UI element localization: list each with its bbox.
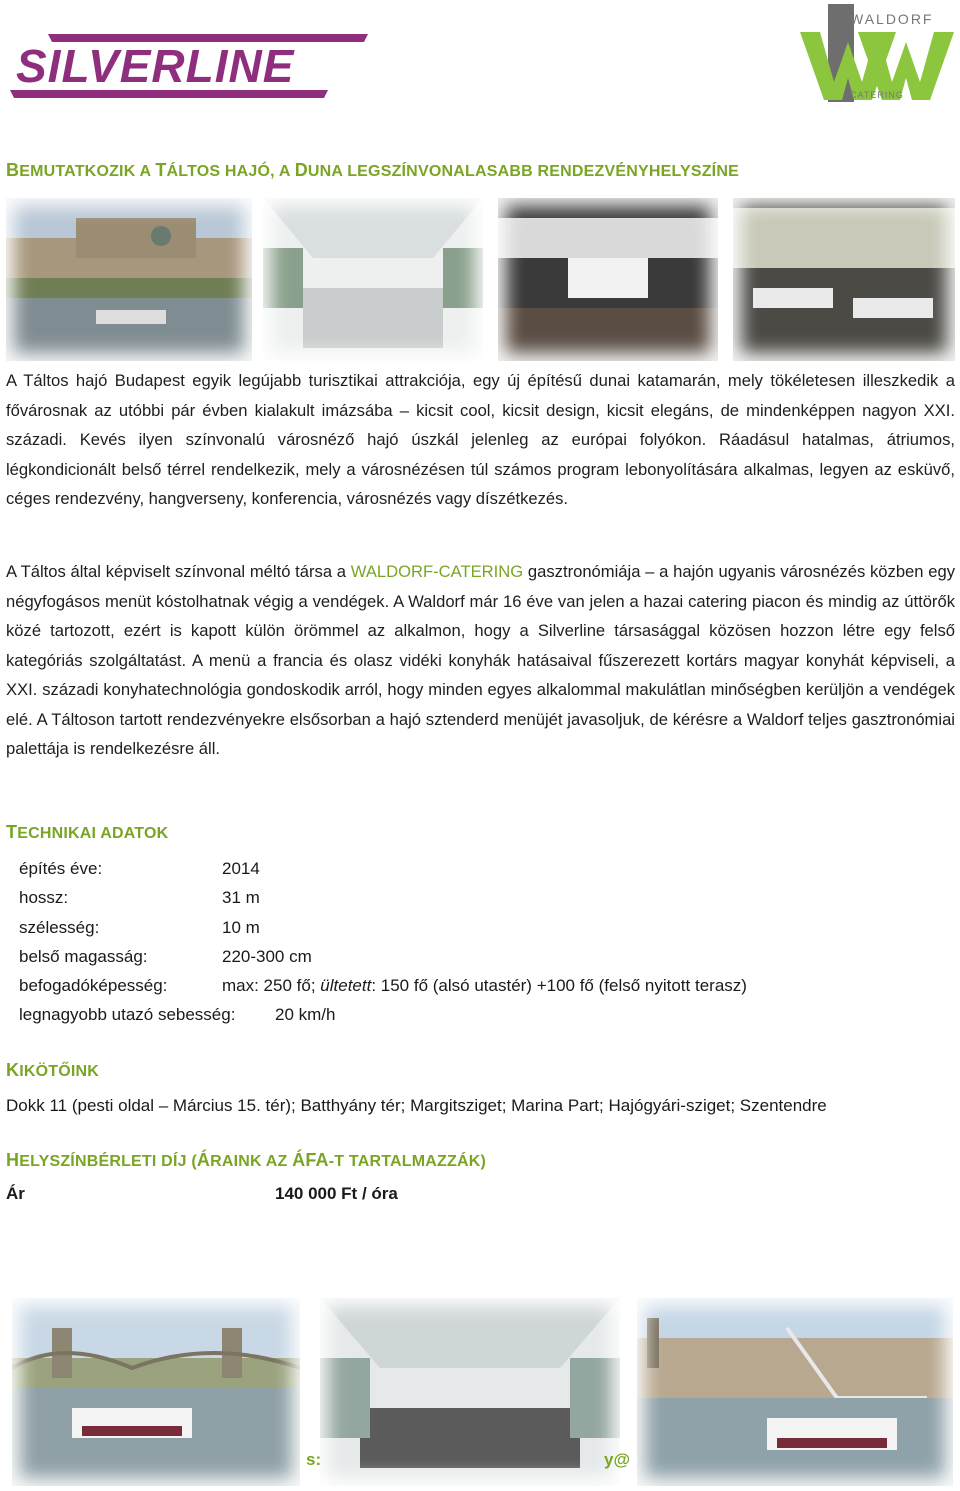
footer-fragment-right: y@ <box>604 1450 631 1469</box>
rental-heading: HELYSZÍNBÉRLETI DÍJ (ÁRAINK AZ ÁFA-T TARTALMAZZÁK) <box>6 1150 486 1170</box>
spec-row: legnagyobb utazó sebesség: 20 km/h <box>19 1005 336 1025</box>
svg-text:WALDORF: WALDORF <box>850 11 934 27</box>
spec-row: hossz: 31 m <box>19 888 260 908</box>
waldorf-catering-logo <box>798 4 956 102</box>
photo-chain-bridge-boat <box>12 1298 300 1486</box>
intro-paragraph-2: A Táltos által képviselt színvonal méltó társa a WALDORF-CATERING gasztronómiája – a hajón ugyanis városnézés közben egy négyfogásos menüt kóstolhatnak végig a vendégek. A Waldorf már 16 éve van jelen a hazai catering piacon és mindig az úttörők közé tartozott, ezért is kapott külön örömmel az alkalmon, hogy a Silverline társasággal közösen hozzon létre egy felső kategóriás szolgáltatást. A menü a francia és olasz vidéki konyhák hatásaival fűszerezett kortárs magyar konyhát képviseli, a XXI. századi konyhatechnológia gondoskodik arról, hogy minden egyes alkalommal makulátlan minőségben kerüljön a vendégek elé. A Táltoson tartott rendezvényekre elsősorban a hajó sztenderd menüjét javasoljuk, de kérésre a Waldorf teljes gasztronómiai palettája is rendelkezésre áll. <box>6 562 955 758</box>
photo-elisabeth-bridge-boat <box>637 1298 953 1486</box>
technical-heading: TECHNIKAI ADATOK <box>6 822 169 842</box>
photo-dining-room <box>498 198 718 361</box>
spec-row: építés éve: 2014 <box>19 859 260 878</box>
spec-row: befogadóképesség: max: 250 fő; ültetett: 150 fő (alsó utastér) +100 fő (felső nyitott terasz) <box>19 976 747 996</box>
footer-fragment-left: s: <box>306 1450 322 1469</box>
photo-restaurant-tables <box>733 198 955 361</box>
spec-row: belső magasság: 220-300 cm <box>19 946 312 966</box>
page-title: BEMUTATKOZIK A TÁLTOS HAJÓ, A DUNA LEGSZÍNVONALASABB RENDEZVÉNYHELYSZÍNE <box>6 160 739 180</box>
ports-heading: KIKÖTŐINK <box>6 1060 100 1080</box>
photo-deck-interior <box>263 198 483 361</box>
price-value: 140 000 Ft / óra <box>275 1184 398 1203</box>
price-label: Ár <box>6 1184 25 1203</box>
intro-paragraph-1: A Táltos hajó Budapest egyik legújabb turisztikai attrakciója, egy új építésű dunai katamarán, mely tökéletesen illeszkedik a fővárosnak az utóbbi pár évben kialakult imázsába – kicsit cool, kicsit design, kicsit elegáns, de mindenképpen nagyon XXI. századi. Kevés ilyen színvonalú városnéző hajó úszkál jelenleg az európai folyókon. Ráadásul hatalmas, átriumos, légkondicionált belső térrel rendelkezik, mely a városnézésen túl számos program lebonyolítására alkalmas, legyen az esküvő, céges rendezvény, hangverseny, konferencia, városnézés vagy díszétkezés. <box>6 371 955 508</box>
ports-list: Dokk 11 (pesti oldal – Március 15. tér); Batthyány tér; Margitsziget; Marina Part; Hajógyári-sziget; Szentendre <box>6 1096 827 1115</box>
spec-row: szélesség: 10 m <box>19 917 260 937</box>
waldorf-catering-link[interactable]: WALDORF-CATERING <box>350 562 524 581</box>
silverline-logo <box>8 28 370 98</box>
photo-castle-river <box>6 198 252 361</box>
technical-specs <box>19 854 747 1030</box>
svg-text:SILVERLINE: SILVERLINE <box>16 40 295 92</box>
svg-text:CATERING: CATERING <box>850 90 904 100</box>
photo-boat-interior <box>320 1298 620 1486</box>
